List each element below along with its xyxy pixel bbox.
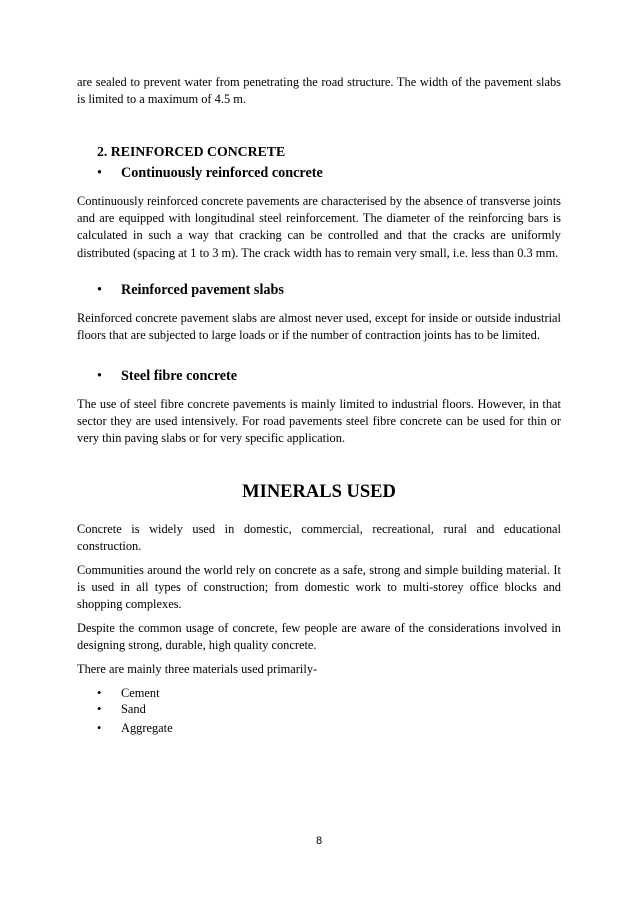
- reinforced-slabs-paragraph: Reinforced concrete pavement slabs are almost never used, except for inside or outside industrial floors that are subjected to large loads or if the number of contraction joints has to be limited.: [77, 311, 561, 343]
- section-title-minerals-used: MINERALS USED: [242, 482, 396, 502]
- subsection-heading-continuously-reinforced: [97, 165, 323, 182]
- bullet-icon: •: [97, 368, 102, 384]
- continuously-reinforced-paragraph: Continuously reinforced concrete pavements are characterised by the absence of transverse joints and are equipped with longitudinal steel reinforcement. The diameter of the reinforcing bars is calculated in such a way that cracking can be controlled and that the cracks are uniformly distributed (spacing at 1 to 3 m). The crack width has to remain very small, i.e. less than 0.3 mm.: [77, 194, 561, 260]
- list-item: [97, 686, 160, 701]
- minerals-paragraph: Communities around the world rely on concrete as a safe, strong and simple building material. It is used in all types of construction; from domestic work to multi-storey office blocks and shopping complexes.: [77, 563, 561, 612]
- bullet-icon: •: [97, 686, 102, 700]
- bullet-icon: •: [97, 282, 102, 298]
- material-sand: Sand: [121, 702, 146, 716]
- minerals-paragraph: There are mainly three materials used primarily-: [77, 662, 318, 676]
- bullet-icon: •: [97, 702, 102, 716]
- subsection-title: Reinforced pavement slabs: [121, 282, 284, 298]
- list-item: [97, 721, 173, 736]
- page-number: 8: [315, 835, 323, 847]
- section-heading-reinforced-concrete: 2. REINFORCED CONCRETE: [97, 144, 286, 159]
- minerals-paragraph: Despite the common usage of concrete, few people are aware of the considerations involved in designing strong, durable, high quality concrete.: [77, 621, 561, 653]
- intro-paragraph: are sealed to prevent water from penetrating the road structure. The width of the pavement slabs is limited to a maximum of 4.5 m.: [77, 75, 561, 107]
- subsection-heading-steel-fibre: [97, 368, 237, 385]
- bullet-icon: •: [97, 165, 102, 181]
- material-aggregate: Aggregate: [121, 721, 173, 735]
- bullet-icon: •: [97, 721, 102, 735]
- steel-fibre-paragraph: The use of steel fibre concrete pavements is mainly limited to industrial floors. However, in that sector they are used intensively. For road pavements steel fibre concrete can be used for thin or very thin paving slabs or for very specific application.: [77, 397, 561, 446]
- subsection-title: Steel fibre concrete: [121, 368, 238, 384]
- list-item: [97, 702, 146, 717]
- subsection-heading-reinforced-slabs: [97, 282, 284, 299]
- minerals-paragraph: Concrete is widely used in domestic, commercial, recreational, rural and educational construction.: [77, 522, 561, 554]
- subsection-title: Continuously reinforced concrete: [121, 165, 323, 181]
- material-cement: Cement: [121, 686, 160, 700]
